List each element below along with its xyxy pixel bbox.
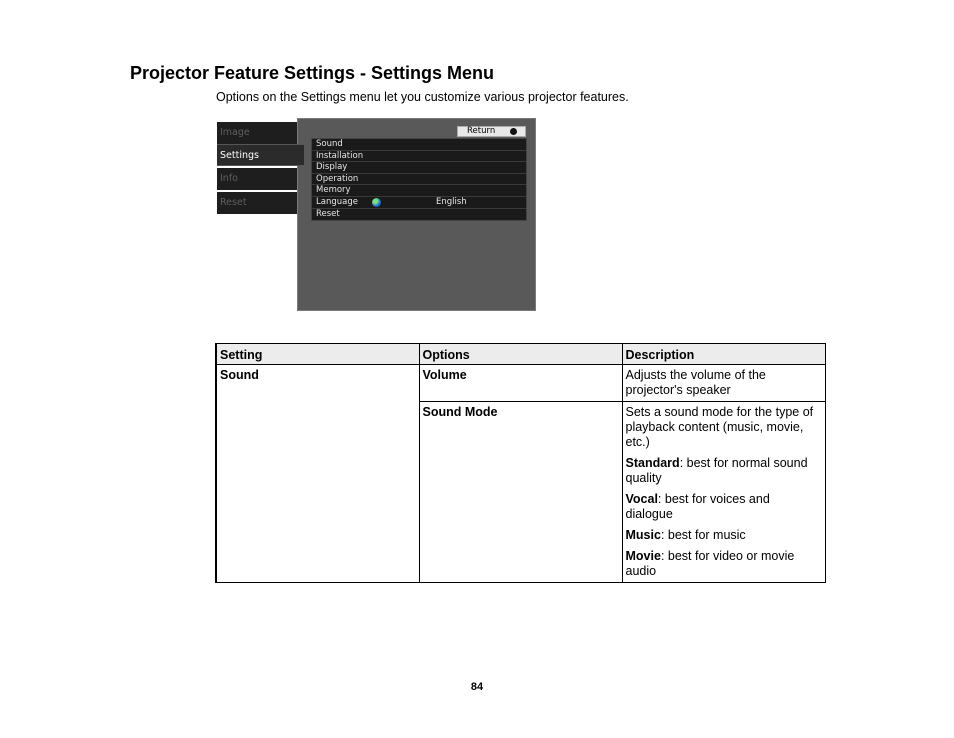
mode-text: : best for music xyxy=(660,528,746,542)
table-header-row xyxy=(216,344,825,365)
menu-item-operation: Operation xyxy=(312,174,526,186)
return-label: Return xyxy=(467,126,496,136)
mode-music xyxy=(626,528,821,543)
menu-item-memory: Memory xyxy=(312,185,526,197)
intro-text: Options on the Settings menu let you customize various projector features. xyxy=(216,90,629,104)
description-cell-volume xyxy=(622,365,825,402)
mode-movie xyxy=(626,549,821,579)
option-cell-volume: Volume xyxy=(419,365,622,402)
option-cell-sound-mode: Sound Mode xyxy=(419,402,622,583)
header-options: Options xyxy=(419,344,622,365)
mode-name: Movie xyxy=(625,549,661,563)
menu-tab-reset: Reset xyxy=(217,192,297,214)
header-description: Description xyxy=(622,344,825,365)
mode-vocal xyxy=(626,492,821,522)
menu-item-display: Display xyxy=(312,162,526,174)
menu-item-sound: Sound xyxy=(312,139,526,151)
menu-item-installation: Installation xyxy=(312,151,526,163)
sound-mode-description: Sets a sound mode for the type of playback content (music, movie, etc.) xyxy=(625,405,814,449)
mode-name: Vocal xyxy=(625,492,658,506)
menu-item-language xyxy=(312,197,526,209)
table-row xyxy=(216,365,825,402)
return-arrow-icon xyxy=(510,128,517,135)
menu-tab-settings: Settings xyxy=(217,144,304,166)
mode-text: : best for normal sound quality xyxy=(625,456,808,485)
menu-tab-info: Info xyxy=(217,168,297,190)
menu-tab-image: Image xyxy=(217,122,297,144)
header-setting: Setting xyxy=(216,344,419,365)
page-number: 84 xyxy=(470,681,484,693)
mode-name: Music xyxy=(625,528,661,542)
mode-name: Standard xyxy=(625,456,680,470)
globe-icon xyxy=(372,198,381,207)
description-cell-sound-mode xyxy=(622,402,825,583)
projector-menu-screenshot xyxy=(217,118,537,312)
settings-table xyxy=(215,343,826,583)
menu-item-reset: Reset xyxy=(316,208,340,219)
settings-list xyxy=(311,138,527,221)
language-value: English xyxy=(436,196,467,207)
volume-description: Adjusts the volume of the projector's speaker xyxy=(625,368,766,397)
setting-cell: Sound xyxy=(216,365,419,583)
mode-standard xyxy=(626,456,821,486)
return-button xyxy=(457,126,526,137)
page-title: Projector Feature Settings - Settings Menu xyxy=(130,63,495,83)
mode-text: : best for video or movie audio xyxy=(625,549,795,578)
mode-text: : best for voices and dialogue xyxy=(625,492,770,521)
menu-item-language-label: Language xyxy=(316,196,358,207)
menu-panel xyxy=(297,118,536,311)
